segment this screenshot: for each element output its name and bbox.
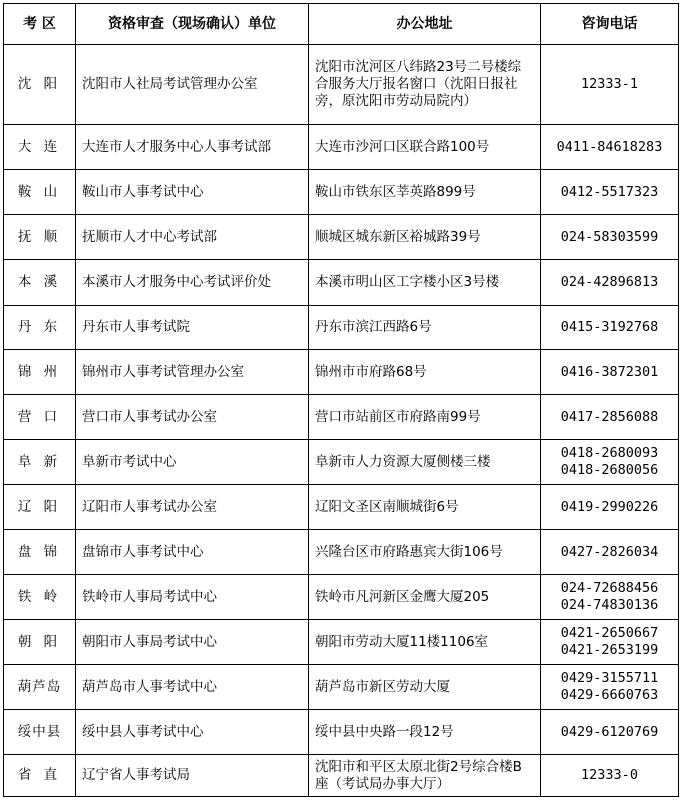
unit-cell: 辽阳市人事考试办公室 [76, 485, 309, 530]
phone-number: 0429-3155711 [560, 670, 659, 686]
address-cell: 铁岭市凡河新区金鹰大厦205 [309, 575, 541, 620]
address-cell: 绥中县中央路一段12号 [309, 710, 541, 755]
address-cell: 朝阳市劳动大厦11楼1106室 [309, 620, 541, 665]
phone-number: 0419-2990226 [560, 498, 659, 515]
header-exam-area: 考 区 [4, 4, 76, 45]
phone-cell [541, 45, 679, 125]
unit-cell: 锦州市人事考试管理办公室 [76, 350, 309, 395]
city-cell: 大 连 [4, 125, 76, 170]
address-cell: 沈阳市沈河区八纬路23号二号楼综合服务大厅报名窗口（沈阳日报社旁，原沈阳市劳动局院内） [309, 45, 541, 125]
phone-number: 0415-3192768 [560, 319, 659, 335]
table-row [4, 575, 679, 620]
unit-cell: 辽宁省人事考试局 [76, 755, 309, 797]
unit-cell: 绥中县人事考试中心 [76, 710, 309, 755]
unit-cell: 丹东市人事考试院 [76, 306, 309, 350]
phone-cell [541, 170, 679, 215]
phone-number: 0412-5517323 [560, 183, 659, 200]
unit-cell: 抚顺市人才中心考试部 [76, 215, 309, 260]
header-row [4, 4, 679, 45]
unit-cell: 铁岭市人事局考试中心 [76, 575, 309, 620]
phone-cell [541, 125, 679, 170]
table-row [4, 125, 679, 170]
phone-cell [541, 440, 679, 485]
city-cell: 绥中县 [4, 710, 76, 755]
unit-cell: 阜新市考试中心 [76, 440, 309, 485]
table-row [4, 260, 679, 306]
phone-cell [541, 260, 679, 306]
phone-cell [541, 620, 679, 665]
unit-cell: 大连市人才服务中心人事考试部 [76, 125, 309, 170]
header-review-unit: 资格审查（现场确认）单位 [76, 4, 309, 45]
phone-number: 0421-2650667 [560, 625, 659, 641]
address-cell: 鞍山市铁东区莘英路899号 [309, 170, 541, 215]
table-row [4, 215, 679, 260]
phone-number: 0411-84618283 [556, 138, 663, 155]
city-cell: 朝 阳 [4, 620, 76, 665]
phone-number: 024-58303599 [560, 228, 659, 245]
header-phone: 咨询电话 [541, 4, 679, 45]
city-cell: 辽 阳 [4, 485, 76, 530]
table-row [4, 170, 679, 215]
city-cell: 沈 阳 [4, 45, 76, 125]
phone-number: 024-72688456 [560, 580, 659, 596]
phone-number: 0418-2680056 [560, 462, 659, 478]
phone-number: 0429-6660763 [560, 687, 659, 703]
phone-cell [541, 710, 679, 755]
phone-number: 024-42896813 [560, 274, 659, 290]
city-cell: 抚 顺 [4, 215, 76, 260]
city-cell: 本 溪 [4, 260, 76, 306]
table-row [4, 755, 679, 797]
table-row [4, 306, 679, 350]
table-row [4, 710, 679, 755]
address-cell: 顺城区城东新区裕城路39号 [309, 215, 541, 260]
phone-cell [541, 665, 679, 710]
unit-cell: 本溪市人才服务中心考试评价处 [76, 260, 309, 306]
exam-office-table [3, 3, 679, 797]
phone-cell [541, 575, 679, 620]
address-cell: 营口市站前区市府路南99号 [309, 395, 541, 440]
phone-cell [541, 395, 679, 440]
address-cell: 锦州市市府路68号 [309, 350, 541, 395]
unit-cell: 盘锦市人事考试中心 [76, 530, 309, 575]
city-cell: 铁 岭 [4, 575, 76, 620]
phone-number: 12333-0 [581, 767, 638, 783]
address-cell: 本溪市明山区工字楼小区3号楼 [309, 260, 541, 306]
phone-number: 0429-6120769 [560, 723, 659, 740]
address-cell: 阜新市人力资源大厦侧楼三楼 [309, 440, 541, 485]
table-row [4, 350, 679, 395]
table-row [4, 620, 679, 665]
city-cell: 葫芦岛 [4, 665, 76, 710]
table-row [4, 530, 679, 575]
city-cell: 营 口 [4, 395, 76, 440]
unit-cell: 沈阳市人社局考试管理办公室 [76, 45, 309, 125]
phone-number: 12333-1 [581, 76, 638, 92]
address-cell: 辽阳文圣区南顺城街6号 [309, 485, 541, 530]
phone-number: 0427-2826034 [560, 543, 659, 560]
phone-cell [541, 306, 679, 350]
phone-cell [541, 530, 679, 575]
address-cell: 葫芦岛市新区劳动大厦 [309, 665, 541, 710]
phone-cell [541, 350, 679, 395]
address-cell: 大连市沙河口区联合路100号 [309, 125, 541, 170]
phone-cell [541, 755, 679, 797]
table-row [4, 485, 679, 530]
address-cell: 沈阳市和平区太原北街2号综合楼B座（考试局办事大厅） [309, 755, 541, 797]
city-cell: 丹 东 [4, 306, 76, 350]
address-cell: 丹东市滨江西路6号 [309, 306, 541, 350]
phone-number: 0417-2856088 [560, 408, 659, 425]
phone-number: 0418-2680093 [560, 445, 659, 461]
phone-number: 0416-3872301 [560, 363, 659, 380]
table-row [4, 45, 679, 125]
city-cell: 盘 锦 [4, 530, 76, 575]
table-row [4, 395, 679, 440]
city-cell: 鞍 山 [4, 170, 76, 215]
city-cell: 锦 州 [4, 350, 76, 395]
unit-cell: 朝阳市人事局考试中心 [76, 620, 309, 665]
header-office-address: 办公地址 [309, 4, 541, 45]
phone-number: 024-74830136 [560, 597, 659, 613]
unit-cell: 葫芦岛市人事考试中心 [76, 665, 309, 710]
table-row [4, 440, 679, 485]
unit-cell: 营口市人事考试办公室 [76, 395, 309, 440]
unit-cell: 鞍山市人事考试中心 [76, 170, 309, 215]
phone-cell [541, 215, 679, 260]
city-cell: 省 直 [4, 755, 76, 797]
table-row [4, 665, 679, 710]
city-cell: 阜 新 [4, 440, 76, 485]
phone-number: 0421-2653199 [560, 642, 659, 658]
phone-cell [541, 485, 679, 530]
address-cell: 兴隆台区市府路惠宾大街106号 [309, 530, 541, 575]
